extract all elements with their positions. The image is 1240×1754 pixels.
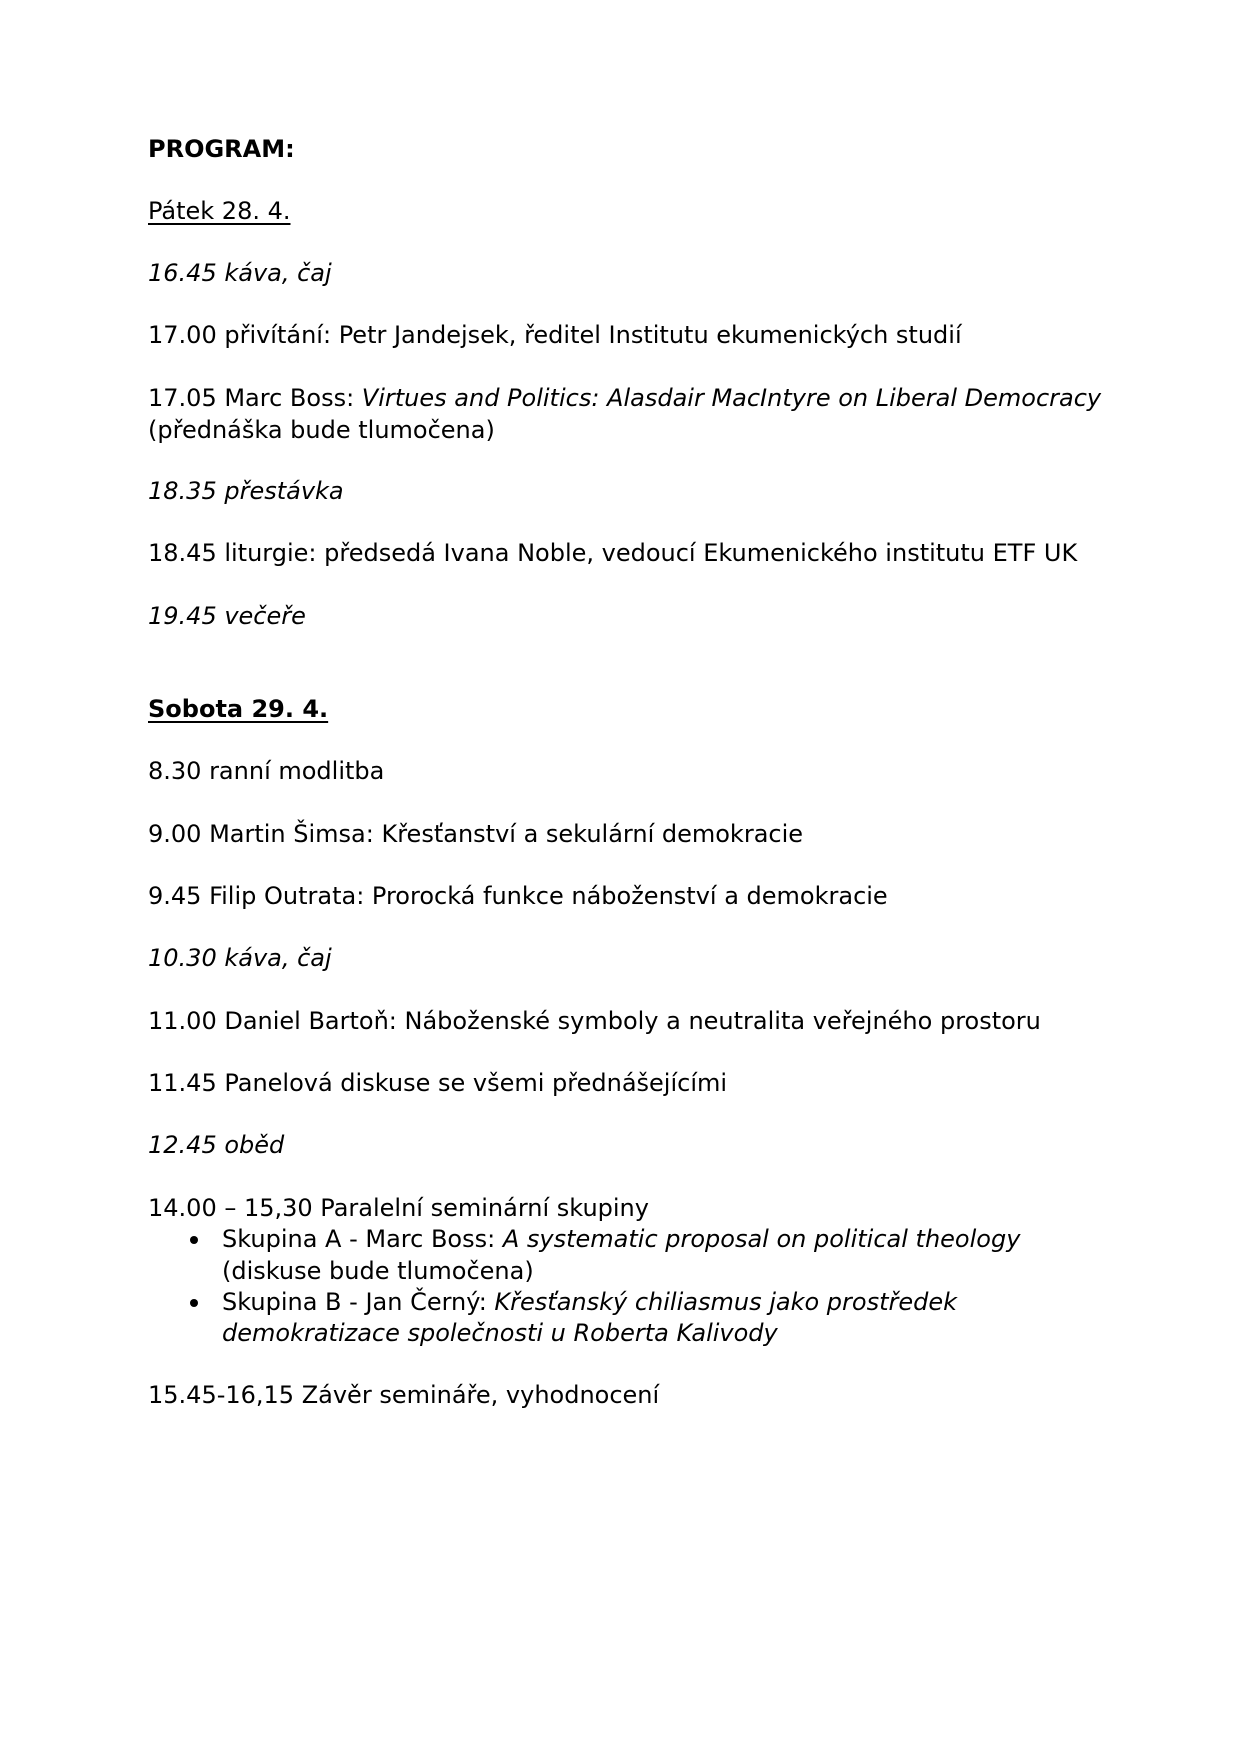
item-coffee-friday: 16.45 káva, čaj	[148, 259, 332, 287]
item-lunch: 12.45 oběd	[148, 1131, 285, 1159]
item-morning-prayer: 8.30 ranní modlitba	[148, 757, 385, 785]
group-b-title: Křesťanský chiliasmus jako prostředek	[494, 1288, 958, 1316]
item-lecture-boss	[148, 381, 1101, 415]
program-document	[148, 0, 1148, 1754]
lecture-boss-note: (přednáška bude tlumočena)	[148, 416, 495, 444]
item-break: 18.35 přestávka	[148, 477, 344, 505]
program-heading: PROGRAM:	[148, 135, 295, 163]
group-a	[222, 1222, 1020, 1256]
group-a-title: A systematic proposal on political theology	[502, 1225, 1021, 1253]
item-coffee-saturday: 10.30 káva, čaj	[148, 944, 332, 972]
item-panel: 11.45 Panelová diskuse se všemi přednášejícími	[148, 1069, 728, 1097]
item-outrata: 9.45 Filip Outrata: Prorocká funkce náboženství a demokracie	[148, 882, 888, 910]
item-barton: 11.00 Daniel Bartoň: Náboženské symboly a neutralita veřejného prostoru	[148, 1007, 1041, 1035]
group-b-title-continued: demokratizace společnosti u Roberta Kalivody	[222, 1319, 778, 1347]
item-seminar-groups: 14.00 – 15,30 Paralelní seminární skupiny	[148, 1194, 649, 1222]
lecture-boss-title: Virtues and Politics: Alasdair MacIntyre on Liberal Democracy	[361, 384, 1102, 412]
item-liturgy: 18.45 liturgie: předsedá Ivana Noble, vedoucí Ekumenického institutu ETF UK	[148, 539, 1078, 567]
bullet-icon	[190, 1236, 198, 1244]
friday-title: Pátek 28. 4.	[148, 197, 291, 225]
lecture-boss-prefix: 17.05 Marc Boss:	[148, 384, 362, 412]
bullet-icon	[190, 1299, 198, 1307]
group-a-prefix: Skupina A - Marc Boss:	[222, 1225, 503, 1253]
group-b-prefix: Skupina B - Jan Černý:	[222, 1288, 495, 1316]
group-b	[222, 1285, 957, 1319]
group-a-note: (diskuse bude tlumočena)	[222, 1257, 534, 1285]
item-dinner: 19.45 večeře	[148, 602, 306, 630]
item-simsa: 9.00 Martin Šimsa: Křesťanství a sekulární demokracie	[148, 820, 804, 848]
item-welcome: 17.00 přivítání: Petr Jandejsek, ředitel Institutu ekumenických studií	[148, 321, 962, 349]
item-closing: 15.45-16,15 Závěr semináře, vyhodnocení	[148, 1381, 660, 1409]
saturday-title: Sobota 29. 4.	[148, 695, 329, 723]
